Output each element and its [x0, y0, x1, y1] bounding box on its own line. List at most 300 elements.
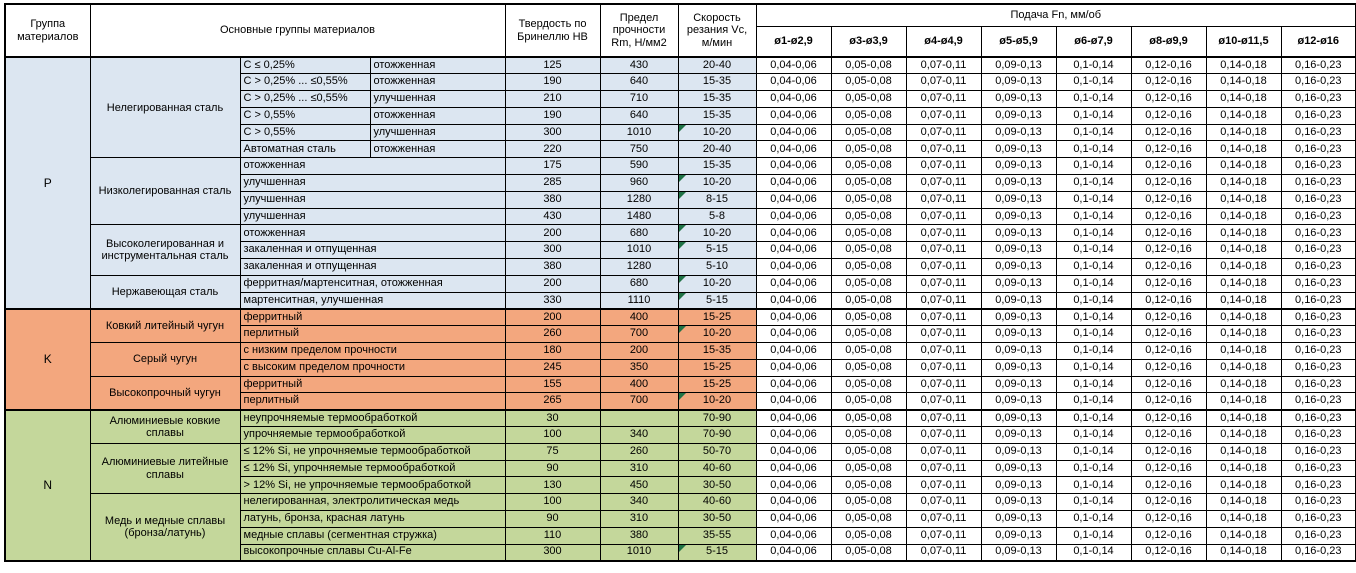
cell-feed-fn-5: 0,1-0,14	[1056, 141, 1131, 158]
cell-hardness-hb: 30	[505, 410, 600, 427]
cell-feed-fn-1: 0,04-0,06	[756, 511, 831, 528]
cell-material-description: ≤ 12% Si, упрочняемые термообработкой	[240, 460, 505, 477]
cell-hardness-hb: 380	[505, 259, 600, 276]
cell-feed-fn-2: 0,05-0,08	[831, 376, 906, 393]
cell-strength-rm: 1010	[600, 242, 678, 259]
cell-feed-fn-7: 0,14-0,18	[1206, 275, 1281, 292]
cell-feed-fn-6: 0,12-0,16	[1131, 292, 1206, 309]
cell-feed-fn-7: 0,14-0,18	[1206, 393, 1281, 410]
cell-feed-fn-6: 0,12-0,16	[1131, 376, 1206, 393]
cell-strength-rm: 1280	[600, 191, 678, 208]
cell-feed-fn-5: 0,1-0,14	[1056, 309, 1131, 326]
cell-corner-flag-icon	[679, 276, 686, 283]
cell-feed-fn-8: 0,16-0,23	[1281, 494, 1356, 511]
cell-feed-fn-8: 0,16-0,23	[1281, 477, 1356, 494]
cell-feed-fn-6: 0,12-0,16	[1131, 91, 1206, 108]
cell-strength-rm: 400	[600, 376, 678, 393]
cell-feed-fn-2: 0,05-0,08	[831, 259, 906, 276]
cell-cutting-speed-vc: 40-60	[678, 460, 756, 477]
cell-feed-fn-5: 0,1-0,14	[1056, 410, 1131, 427]
cell-material-condition-b: отожженная	[370, 107, 505, 124]
col-header-feed-diameter-5: ø6-ø7,9	[1056, 26, 1131, 57]
cell-subgroup-name: Алюминиевые литейные сплавы	[90, 443, 240, 493]
cell-feed-fn-6: 0,12-0,16	[1131, 527, 1206, 544]
cell-feed-fn-3: 0,07-0,11	[906, 460, 981, 477]
cell-feed-fn-7: 0,14-0,18	[1206, 460, 1281, 477]
cell-material-condition-a: C > 0,25% ... ≤0,55%	[240, 74, 370, 91]
col-header-main-groups: Основные группы материалов	[90, 4, 505, 57]
cell-material-description: > 12% Si, не упрочняемые термообработкой	[240, 477, 505, 494]
cell-strength-rm: 680	[600, 275, 678, 292]
cell-material-description: неупрочняемые термообработкой	[240, 410, 505, 427]
cell-feed-fn-7: 0,14-0,18	[1206, 410, 1281, 427]
cell-feed-fn-7: 0,14-0,18	[1206, 511, 1281, 528]
cell-feed-fn-2: 0,05-0,08	[831, 191, 906, 208]
cell-strength-rm: 430	[600, 57, 678, 74]
cell-feed-fn-3: 0,07-0,11	[906, 359, 981, 376]
cell-feed-fn-1: 0,04-0,06	[756, 443, 831, 460]
cell-feed-fn-1: 0,04-0,06	[756, 376, 831, 393]
cell-feed-fn-1: 0,04-0,06	[756, 175, 831, 192]
cell-strength-rm: 260	[600, 443, 678, 460]
cell-feed-fn-2: 0,05-0,08	[831, 511, 906, 528]
cell-cutting-speed-vc: 10-20	[678, 275, 756, 292]
cell-material-condition-b: улучшенная	[370, 124, 505, 141]
cell-feed-fn-6: 0,12-0,16	[1131, 225, 1206, 242]
cell-feed-fn-4: 0,09-0,13	[981, 359, 1056, 376]
cell-feed-fn-7: 0,14-0,18	[1206, 544, 1281, 561]
cell-cutting-speed-vc: 35-55	[678, 527, 756, 544]
cell-feed-fn-4: 0,09-0,13	[981, 427, 1056, 444]
col-header-feed-diameter-7: ø10-ø11,5	[1206, 26, 1281, 57]
cell-feed-fn-3: 0,07-0,11	[906, 309, 981, 326]
cell-cutting-speed-vc: 15-35	[678, 343, 756, 360]
cell-feed-fn-6: 0,12-0,16	[1131, 309, 1206, 326]
cell-feed-fn-4: 0,09-0,13	[981, 275, 1056, 292]
cell-feed-fn-5: 0,1-0,14	[1056, 225, 1131, 242]
cell-feed-fn-8: 0,16-0,23	[1281, 544, 1356, 561]
cell-feed-fn-2: 0,05-0,08	[831, 57, 906, 74]
col-header-feed-diameter-8: ø12-ø16	[1281, 26, 1356, 57]
cell-hardness-hb: 90	[505, 511, 600, 528]
col-header-feed-diameter-3: ø4-ø4,9	[906, 26, 981, 57]
cell-hardness-hb: 190	[505, 107, 600, 124]
cell-feed-fn-4: 0,09-0,13	[981, 191, 1056, 208]
cell-subgroup-name: Высоколегированная и инструментальная сталь	[90, 225, 240, 275]
cell-feed-fn-1: 0,04-0,06	[756, 410, 831, 427]
cell-material-description: медные сплавы (сегментная стружка)	[240, 527, 505, 544]
cell-cutting-speed-vc: 5-10	[678, 259, 756, 276]
cell-feed-fn-1: 0,04-0,06	[756, 544, 831, 561]
cell-feed-fn-7: 0,14-0,18	[1206, 107, 1281, 124]
cell-strength-rm: 400	[600, 309, 678, 326]
cell-hardness-hb: 300	[505, 242, 600, 259]
cell-feed-fn-7: 0,14-0,18	[1206, 259, 1281, 276]
cell-material-description: высокопрочные сплавы Cu-Al-Fe	[240, 544, 505, 561]
cell-feed-fn-1: 0,04-0,06	[756, 309, 831, 326]
cell-feed-fn-1: 0,04-0,06	[756, 57, 831, 74]
cell-feed-fn-5: 0,1-0,14	[1056, 191, 1131, 208]
cell-feed-fn-4: 0,09-0,13	[981, 225, 1056, 242]
cell-feed-fn-1: 0,04-0,06	[756, 191, 831, 208]
cell-cutting-speed-vc: 10-20	[678, 175, 756, 192]
cell-feed-fn-2: 0,05-0,08	[831, 527, 906, 544]
cell-hardness-hb: 100	[505, 494, 600, 511]
cell-material-description: мартенситная, улучшенная	[240, 292, 505, 309]
cell-feed-fn-8: 0,16-0,23	[1281, 74, 1356, 91]
cell-strength-rm: 340	[600, 427, 678, 444]
cell-strength-rm: 310	[600, 511, 678, 528]
cell-feed-fn-4: 0,09-0,13	[981, 259, 1056, 276]
cell-feed-fn-2: 0,05-0,08	[831, 275, 906, 292]
cell-feed-fn-8: 0,16-0,23	[1281, 393, 1356, 410]
cell-feed-fn-1: 0,04-0,06	[756, 242, 831, 259]
cell-feed-fn-7: 0,14-0,18	[1206, 158, 1281, 175]
cell-feed-fn-6: 0,12-0,16	[1131, 175, 1206, 192]
cell-feed-fn-7: 0,14-0,18	[1206, 191, 1281, 208]
cell-strength-rm: 310	[600, 460, 678, 477]
cell-feed-fn-5: 0,1-0,14	[1056, 326, 1131, 343]
cell-feed-fn-1: 0,04-0,06	[756, 393, 831, 410]
cell-feed-fn-2: 0,05-0,08	[831, 460, 906, 477]
cell-feed-fn-1: 0,04-0,06	[756, 275, 831, 292]
cell-strength-rm: 1280	[600, 259, 678, 276]
cell-feed-fn-3: 0,07-0,11	[906, 91, 981, 108]
cell-feed-fn-7: 0,14-0,18	[1206, 527, 1281, 544]
cell-hardness-hb: 210	[505, 91, 600, 108]
cell-feed-fn-6: 0,12-0,16	[1131, 158, 1206, 175]
cell-feed-fn-7: 0,14-0,18	[1206, 427, 1281, 444]
col-header-feed-title: Подача Fn, мм/об	[756, 4, 1356, 26]
cell-feed-fn-6: 0,12-0,16	[1131, 74, 1206, 91]
cell-feed-fn-8: 0,16-0,23	[1281, 443, 1356, 460]
cell-feed-fn-3: 0,07-0,11	[906, 175, 981, 192]
cell-feed-fn-4: 0,09-0,13	[981, 292, 1056, 309]
cell-strength-rm	[600, 410, 678, 427]
cell-feed-fn-7: 0,14-0,18	[1206, 309, 1281, 326]
cell-feed-fn-5: 0,1-0,14	[1056, 175, 1131, 192]
cell-feed-fn-2: 0,05-0,08	[831, 443, 906, 460]
cell-feed-fn-2: 0,05-0,08	[831, 107, 906, 124]
col-header-strength: Предел прочности Rm, Н/мм2	[600, 4, 678, 57]
cell-subgroup-name: Ковкий литейный чугун	[90, 309, 240, 343]
cell-feed-fn-5: 0,1-0,14	[1056, 124, 1131, 141]
cell-strength-rm: 200	[600, 343, 678, 360]
cell-feed-fn-4: 0,09-0,13	[981, 91, 1056, 108]
cell-feed-fn-8: 0,16-0,23	[1281, 410, 1356, 427]
cell-strength-rm: 700	[600, 393, 678, 410]
cell-feed-fn-7: 0,14-0,18	[1206, 242, 1281, 259]
cell-feed-fn-1: 0,04-0,06	[756, 225, 831, 242]
cell-feed-fn-1: 0,04-0,06	[756, 460, 831, 477]
cell-feed-fn-8: 0,16-0,23	[1281, 359, 1356, 376]
cell-feed-fn-4: 0,09-0,13	[981, 107, 1056, 124]
cell-feed-fn-6: 0,12-0,16	[1131, 393, 1206, 410]
cell-feed-fn-8: 0,16-0,23	[1281, 527, 1356, 544]
cell-feed-fn-7: 0,14-0,18	[1206, 292, 1281, 309]
cutting-data-table	[4, 3, 1356, 562]
cell-corner-flag-icon	[679, 293, 686, 300]
cell-feed-fn-6: 0,12-0,16	[1131, 107, 1206, 124]
cell-feed-fn-3: 0,07-0,11	[906, 292, 981, 309]
cell-material-condition-b: улучшенная	[370, 91, 505, 108]
cell-feed-fn-4: 0,09-0,13	[981, 477, 1056, 494]
cell-feed-fn-2: 0,05-0,08	[831, 175, 906, 192]
cell-strength-rm: 1480	[600, 208, 678, 225]
cell-cutting-speed-vc: 70-90	[678, 427, 756, 444]
cell-feed-fn-7: 0,14-0,18	[1206, 343, 1281, 360]
cell-feed-fn-8: 0,16-0,23	[1281, 107, 1356, 124]
cell-corner-flag-icon	[679, 242, 686, 249]
cell-feed-fn-6: 0,12-0,16	[1131, 343, 1206, 360]
cell-feed-fn-5: 0,1-0,14	[1056, 242, 1131, 259]
cell-feed-fn-4: 0,09-0,13	[981, 494, 1056, 511]
cell-hardness-hb: 430	[505, 208, 600, 225]
cell-cutting-speed-vc: 20-40	[678, 57, 756, 74]
cell-feed-fn-4: 0,09-0,13	[981, 326, 1056, 343]
cell-feed-fn-1: 0,04-0,06	[756, 343, 831, 360]
cell-feed-fn-3: 0,07-0,11	[906, 393, 981, 410]
table-row	[5, 343, 1356, 360]
cell-feed-fn-2: 0,05-0,08	[831, 393, 906, 410]
cell-feed-fn-8: 0,16-0,23	[1281, 275, 1356, 292]
cell-material-description: с высоким пределом прочности	[240, 359, 505, 376]
cell-feed-fn-8: 0,16-0,23	[1281, 326, 1356, 343]
cell-hardness-hb: 200	[505, 309, 600, 326]
cell-feed-fn-6: 0,12-0,16	[1131, 208, 1206, 225]
cell-subgroup-name: Нелегированная сталь	[90, 57, 240, 158]
cell-feed-fn-2: 0,05-0,08	[831, 141, 906, 158]
cell-feed-fn-5: 0,1-0,14	[1056, 527, 1131, 544]
cell-feed-fn-1: 0,04-0,06	[756, 292, 831, 309]
cell-feed-fn-1: 0,04-0,06	[756, 527, 831, 544]
cell-feed-fn-2: 0,05-0,08	[831, 309, 906, 326]
cell-feed-fn-3: 0,07-0,11	[906, 343, 981, 360]
cell-hardness-hb: 100	[505, 427, 600, 444]
cell-feed-fn-6: 0,12-0,16	[1131, 242, 1206, 259]
cell-feed-fn-3: 0,07-0,11	[906, 259, 981, 276]
cell-material-condition-a: C > 0,55%	[240, 124, 370, 141]
cell-feed-fn-8: 0,16-0,23	[1281, 91, 1356, 108]
cell-feed-fn-8: 0,16-0,23	[1281, 124, 1356, 141]
cell-feed-fn-5: 0,1-0,14	[1056, 494, 1131, 511]
table-row	[5, 309, 1356, 326]
cell-hardness-hb: 200	[505, 225, 600, 242]
cell-feed-fn-6: 0,12-0,16	[1131, 259, 1206, 276]
cell-feed-fn-5: 0,1-0,14	[1056, 91, 1131, 108]
cell-feed-fn-7: 0,14-0,18	[1206, 57, 1281, 74]
cell-feed-fn-3: 0,07-0,11	[906, 124, 981, 141]
cell-cutting-speed-vc: 30-50	[678, 477, 756, 494]
cell-hardness-hb: 130	[505, 477, 600, 494]
cell-feed-fn-5: 0,1-0,14	[1056, 57, 1131, 74]
cell-feed-fn-4: 0,09-0,13	[981, 527, 1056, 544]
cell-feed-fn-6: 0,12-0,16	[1131, 57, 1206, 74]
cell-feed-fn-2: 0,05-0,08	[831, 343, 906, 360]
cell-cutting-speed-vc: 30-50	[678, 511, 756, 528]
cell-feed-fn-7: 0,14-0,18	[1206, 74, 1281, 91]
cell-feed-fn-5: 0,1-0,14	[1056, 477, 1131, 494]
cell-hardness-hb: 245	[505, 359, 600, 376]
cell-feed-fn-2: 0,05-0,08	[831, 292, 906, 309]
cell-subgroup-name: Высокопрочный чугун	[90, 376, 240, 410]
cell-feed-fn-3: 0,07-0,11	[906, 527, 981, 544]
cell-feed-fn-8: 0,16-0,23	[1281, 242, 1356, 259]
cell-feed-fn-4: 0,09-0,13	[981, 208, 1056, 225]
cell-feed-fn-7: 0,14-0,18	[1206, 175, 1281, 192]
cell-feed-fn-4: 0,09-0,13	[981, 141, 1056, 158]
cell-feed-fn-7: 0,14-0,18	[1206, 91, 1281, 108]
cell-feed-fn-7: 0,14-0,18	[1206, 494, 1281, 511]
cell-material-description: латунь, бронза, красная латунь	[240, 511, 505, 528]
cell-strength-rm: 380	[600, 527, 678, 544]
col-header-feed-diameter-2: ø3-ø3,9	[831, 26, 906, 57]
table-row	[5, 275, 1356, 292]
cell-material-description: ≤ 12% Si, не упрочняемые термообработкой	[240, 443, 505, 460]
cell-feed-fn-8: 0,16-0,23	[1281, 511, 1356, 528]
cell-feed-fn-7: 0,14-0,18	[1206, 477, 1281, 494]
cell-feed-fn-7: 0,14-0,18	[1206, 225, 1281, 242]
cell-feed-fn-7: 0,14-0,18	[1206, 124, 1281, 141]
cell-feed-fn-3: 0,07-0,11	[906, 57, 981, 74]
cell-feed-fn-5: 0,1-0,14	[1056, 427, 1131, 444]
cell-feed-fn-8: 0,16-0,23	[1281, 175, 1356, 192]
cell-feed-fn-1: 0,04-0,06	[756, 124, 831, 141]
col-header-feed-diameter-4: ø5-ø5,9	[981, 26, 1056, 57]
cell-feed-fn-4: 0,09-0,13	[981, 544, 1056, 561]
cell-hardness-hb: 260	[505, 326, 600, 343]
cell-subgroup-name: Низколегированная сталь	[90, 158, 240, 225]
cell-feed-fn-1: 0,04-0,06	[756, 326, 831, 343]
cell-feed-fn-6: 0,12-0,16	[1131, 410, 1206, 427]
table-row	[5, 410, 1356, 427]
cell-hardness-hb: 180	[505, 343, 600, 360]
cell-cutting-speed-vc: 10-20	[678, 225, 756, 242]
cell-material-description: улучшенная	[240, 208, 505, 225]
cell-feed-fn-7: 0,14-0,18	[1206, 443, 1281, 460]
cell-feed-fn-4: 0,09-0,13	[981, 410, 1056, 427]
cell-strength-rm: 450	[600, 477, 678, 494]
cell-hardness-hb: 155	[505, 376, 600, 393]
cell-group-letter-P: P	[5, 57, 90, 309]
cell-cutting-speed-vc: 15-25	[678, 359, 756, 376]
cell-feed-fn-7: 0,14-0,18	[1206, 141, 1281, 158]
table-row	[5, 225, 1356, 242]
cell-strength-rm: 340	[600, 494, 678, 511]
cell-feed-fn-2: 0,05-0,08	[831, 477, 906, 494]
cell-feed-fn-7: 0,14-0,18	[1206, 326, 1281, 343]
cell-cutting-speed-vc: 10-20	[678, 393, 756, 410]
cell-feed-fn-3: 0,07-0,11	[906, 494, 981, 511]
cell-material-description: отожженная	[240, 225, 505, 242]
cell-cutting-speed-vc: 70-90	[678, 410, 756, 427]
cell-cutting-speed-vc: 15-35	[678, 158, 756, 175]
cell-cutting-speed-vc: 5-15	[678, 292, 756, 309]
cell-feed-fn-3: 0,07-0,11	[906, 208, 981, 225]
cell-feed-fn-2: 0,05-0,08	[831, 124, 906, 141]
cell-strength-rm: 960	[600, 175, 678, 192]
cell-feed-fn-2: 0,05-0,08	[831, 544, 906, 561]
col-header-hardness: Твердость по Бринеллю HB	[505, 4, 600, 57]
cell-strength-rm: 1010	[600, 544, 678, 561]
cell-feed-fn-1: 0,04-0,06	[756, 359, 831, 376]
cell-feed-fn-4: 0,09-0,13	[981, 242, 1056, 259]
cell-strength-rm: 710	[600, 91, 678, 108]
cell-feed-fn-4: 0,09-0,13	[981, 376, 1056, 393]
cell-feed-fn-8: 0,16-0,23	[1281, 292, 1356, 309]
cell-feed-fn-1: 0,04-0,06	[756, 427, 831, 444]
cell-cutting-speed-vc: 10-20	[678, 326, 756, 343]
cell-feed-fn-2: 0,05-0,08	[831, 74, 906, 91]
cell-feed-fn-6: 0,12-0,16	[1131, 359, 1206, 376]
cell-feed-fn-7: 0,14-0,18	[1206, 359, 1281, 376]
cell-subgroup-name: Алюминиевые ковкие сплавы	[90, 410, 240, 444]
cell-feed-fn-3: 0,07-0,11	[906, 74, 981, 91]
cell-feed-fn-2: 0,05-0,08	[831, 359, 906, 376]
cell-subgroup-name: Серый чугун	[90, 343, 240, 377]
cell-feed-fn-5: 0,1-0,14	[1056, 74, 1131, 91]
cell-material-description: ферритный	[240, 376, 505, 393]
cell-feed-fn-2: 0,05-0,08	[831, 427, 906, 444]
cell-feed-fn-5: 0,1-0,14	[1056, 158, 1131, 175]
cell-feed-fn-3: 0,07-0,11	[906, 275, 981, 292]
cell-hardness-hb: 300	[505, 544, 600, 561]
cell-feed-fn-1: 0,04-0,06	[756, 158, 831, 175]
cell-feed-fn-4: 0,09-0,13	[981, 511, 1056, 528]
cell-hardness-hb: 200	[505, 275, 600, 292]
cell-strength-rm: 680	[600, 225, 678, 242]
cell-feed-fn-8: 0,16-0,23	[1281, 259, 1356, 276]
cell-material-description: перлитный	[240, 393, 505, 410]
cell-feed-fn-5: 0,1-0,14	[1056, 259, 1131, 276]
table-row	[5, 443, 1356, 460]
cell-material-condition-a: C > 0,25% ... ≤0,55%	[240, 91, 370, 108]
table-row	[5, 494, 1356, 511]
cell-hardness-hb: 220	[505, 141, 600, 158]
cell-feed-fn-1: 0,04-0,06	[756, 494, 831, 511]
cell-feed-fn-2: 0,05-0,08	[831, 326, 906, 343]
cell-corner-flag-icon	[679, 225, 686, 232]
cell-feed-fn-4: 0,09-0,13	[981, 393, 1056, 410]
cell-cutting-speed-vc: 15-25	[678, 376, 756, 393]
cell-feed-fn-2: 0,05-0,08	[831, 242, 906, 259]
cell-material-condition-a: Автоматная сталь	[240, 141, 370, 158]
cell-hardness-hb: 90	[505, 460, 600, 477]
cell-feed-fn-6: 0,12-0,16	[1131, 511, 1206, 528]
cell-feed-fn-5: 0,1-0,14	[1056, 343, 1131, 360]
cell-feed-fn-3: 0,07-0,11	[906, 477, 981, 494]
cell-material-description: ферритная/мартенситная, отожженная	[240, 275, 505, 292]
cell-feed-fn-3: 0,07-0,11	[906, 511, 981, 528]
cell-hardness-hb: 330	[505, 292, 600, 309]
cell-cutting-speed-vc: 5-15	[678, 544, 756, 561]
cell-cutting-speed-vc: 8-15	[678, 191, 756, 208]
col-header-material-group: Группа материалов	[5, 4, 90, 57]
cell-hardness-hb: 380	[505, 191, 600, 208]
cell-cutting-speed-vc: 40-60	[678, 494, 756, 511]
cell-material-condition-b: отожженная	[370, 57, 505, 74]
cell-cutting-speed-vc: 20-40	[678, 141, 756, 158]
cell-cutting-speed-vc: 15-25	[678, 309, 756, 326]
cell-feed-fn-8: 0,16-0,23	[1281, 460, 1356, 477]
cell-strength-rm: 1110	[600, 292, 678, 309]
cell-feed-fn-8: 0,16-0,23	[1281, 343, 1356, 360]
cell-strength-rm: 1010	[600, 124, 678, 141]
cell-feed-fn-4: 0,09-0,13	[981, 74, 1056, 91]
cell-feed-fn-8: 0,16-0,23	[1281, 191, 1356, 208]
cell-feed-fn-5: 0,1-0,14	[1056, 359, 1131, 376]
cell-hardness-hb: 190	[505, 74, 600, 91]
